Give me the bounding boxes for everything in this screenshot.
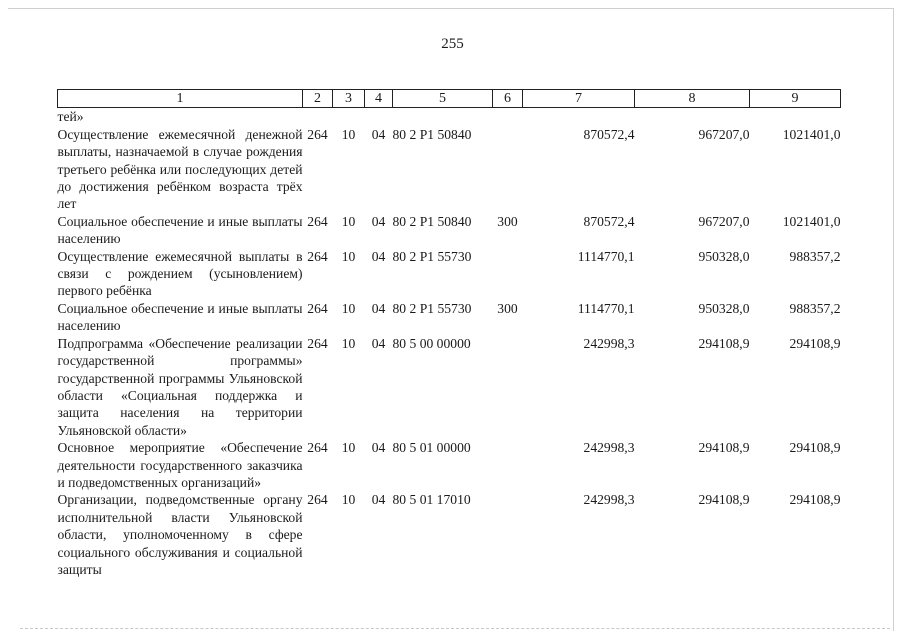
amount-year1-cell: 1114770,1	[577, 300, 635, 316]
amount-year1-cell: 242998,3	[583, 335, 635, 351]
target-article-cell: 80 5 00 00000	[392, 335, 471, 351]
column-header: 7	[523, 90, 635, 108]
page-number: 255	[441, 36, 464, 52]
budget-table	[57, 89, 841, 578]
table-body	[58, 108, 841, 578]
target-article-cell: 80 2 P1 50840	[392, 213, 472, 229]
table-row	[58, 439, 841, 491]
amount-year3-cell: 294108,9	[789, 440, 841, 456]
table-row	[58, 335, 841, 439]
amount-year1-cell: 242998,3	[583, 492, 635, 508]
amount-year3-cell: 1021401,0	[782, 213, 841, 229]
subsection-cell: 04	[371, 335, 386, 351]
amount-year2-cell: 294108,9	[698, 492, 750, 508]
page-bottom-edge	[20, 628, 890, 629]
subsection-cell: 04	[371, 440, 386, 456]
table-header-row	[58, 90, 841, 108]
amount-year3-cell: 294108,9	[789, 492, 841, 508]
section-cell: 10	[341, 300, 356, 316]
column-header: 2	[303, 90, 333, 108]
row-name-cell: Основное мероприятие «Обеспечение деятельности государственного заказчика и подведомственных организаций»	[57, 440, 303, 490]
amount-year2-cell	[635, 108, 750, 126]
code-admin-cell: 264	[307, 300, 328, 316]
table-row	[58, 248, 841, 300]
target-article-cell: 80 5 01 17010	[392, 492, 471, 508]
code-admin-cell: 264	[307, 335, 328, 351]
table-row	[58, 300, 841, 335]
expense-type-cell	[493, 335, 523, 439]
row-name-cell: Социальное обеспечение и иные выплаты населению	[57, 300, 303, 334]
amount-year2-cell: 967207,0	[698, 126, 750, 142]
amount-year2-cell: 967207,0	[698, 213, 750, 229]
amount-year1-cell	[523, 108, 635, 126]
row-name-cell: тей»	[57, 109, 84, 125]
amount-year2-cell: 294108,9	[698, 335, 750, 351]
code-admin-cell	[303, 108, 333, 126]
subsection-cell: 04	[371, 126, 386, 142]
code-admin-cell: 264	[307, 440, 328, 456]
expense-type-cell	[493, 126, 523, 213]
column-header: 3	[333, 90, 365, 108]
target-article-cell: 80 2 P1 50840	[392, 126, 472, 142]
table-row	[58, 108, 841, 126]
section-cell	[333, 108, 365, 126]
row-name-cell: Осуществление ежемесячной денежной выплаты, назначаемой в случае рождения третьего ребёнка или последующих детей до достижения ребёнком возраста трёх лет	[57, 126, 303, 212]
row-name-cell: Организации, подведомственные органу исполнительной власти Ульяновской области, уполномоченному в сфере социального обслуживания и социальной защиты	[57, 492, 303, 577]
amount-year3-cell: 988357,2	[789, 248, 841, 264]
section-cell: 10	[341, 213, 356, 229]
expense-type-cell	[493, 491, 523, 578]
subsection-cell: 04	[371, 492, 386, 508]
subsection-cell	[365, 108, 393, 126]
expense-type-cell	[493, 439, 523, 491]
column-header: 1	[58, 90, 303, 108]
row-name-cell: Осуществление ежемесячной выплаты в связи с рождением (усыновлением) первого ребёнка	[57, 248, 303, 299]
section-cell: 10	[341, 248, 356, 264]
amount-year2-cell: 950328,0	[698, 300, 750, 316]
expense-type-cell: 300	[497, 213, 518, 229]
target-article-cell: 80 2 P1 55730	[392, 248, 472, 264]
expense-type-cell: 300	[497, 300, 518, 316]
table-row	[58, 213, 841, 248]
subsection-cell: 04	[371, 248, 386, 264]
section-cell: 10	[341, 440, 356, 456]
amount-year1-cell: 870572,4	[583, 213, 635, 229]
target-article-cell: 80 2 P1 55730	[392, 300, 472, 316]
amount-year3-cell: 1021401,0	[782, 126, 841, 142]
section-cell: 10	[341, 335, 356, 351]
subsection-cell: 04	[371, 300, 386, 316]
row-name-cell: Подпрограмма «Обеспечение реализации государственной программы» государственной программы Ульяновской области «Социальная поддержка и защита населения на территории Ульяновской области»	[57, 335, 303, 438]
amount-year2-cell: 950328,0	[698, 248, 750, 264]
section-cell: 10	[341, 126, 356, 142]
column-header: 8	[635, 90, 750, 108]
column-header: 4	[365, 90, 393, 108]
expense-type-cell	[493, 248, 523, 300]
expense-type-cell	[493, 108, 523, 126]
target-article-cell: 80 5 01 00000	[392, 440, 471, 456]
subsection-cell: 04	[371, 213, 386, 229]
amount-year3-cell	[750, 108, 841, 126]
table-row	[58, 491, 841, 578]
amount-year3-cell: 988357,2	[789, 300, 841, 316]
column-header: 5	[393, 90, 493, 108]
amount-year1-cell: 1114770,1	[577, 248, 635, 264]
code-admin-cell: 264	[307, 213, 328, 229]
code-admin-cell: 264	[307, 126, 328, 142]
amount-year2-cell: 294108,9	[698, 440, 750, 456]
amount-year1-cell: 870572,4	[583, 126, 635, 142]
section-cell: 10	[341, 492, 356, 508]
code-admin-cell: 264	[307, 492, 328, 508]
code-admin-cell: 264	[307, 248, 328, 264]
amount-year1-cell: 242998,3	[583, 440, 635, 456]
column-header: 9	[750, 90, 841, 108]
column-header: 6	[493, 90, 523, 108]
table-row	[58, 126, 841, 213]
row-name-cell: Социальное обеспечение и иные выплаты населению	[57, 213, 303, 247]
amount-year3-cell: 294108,9	[789, 335, 841, 351]
target-article-cell	[393, 108, 493, 126]
